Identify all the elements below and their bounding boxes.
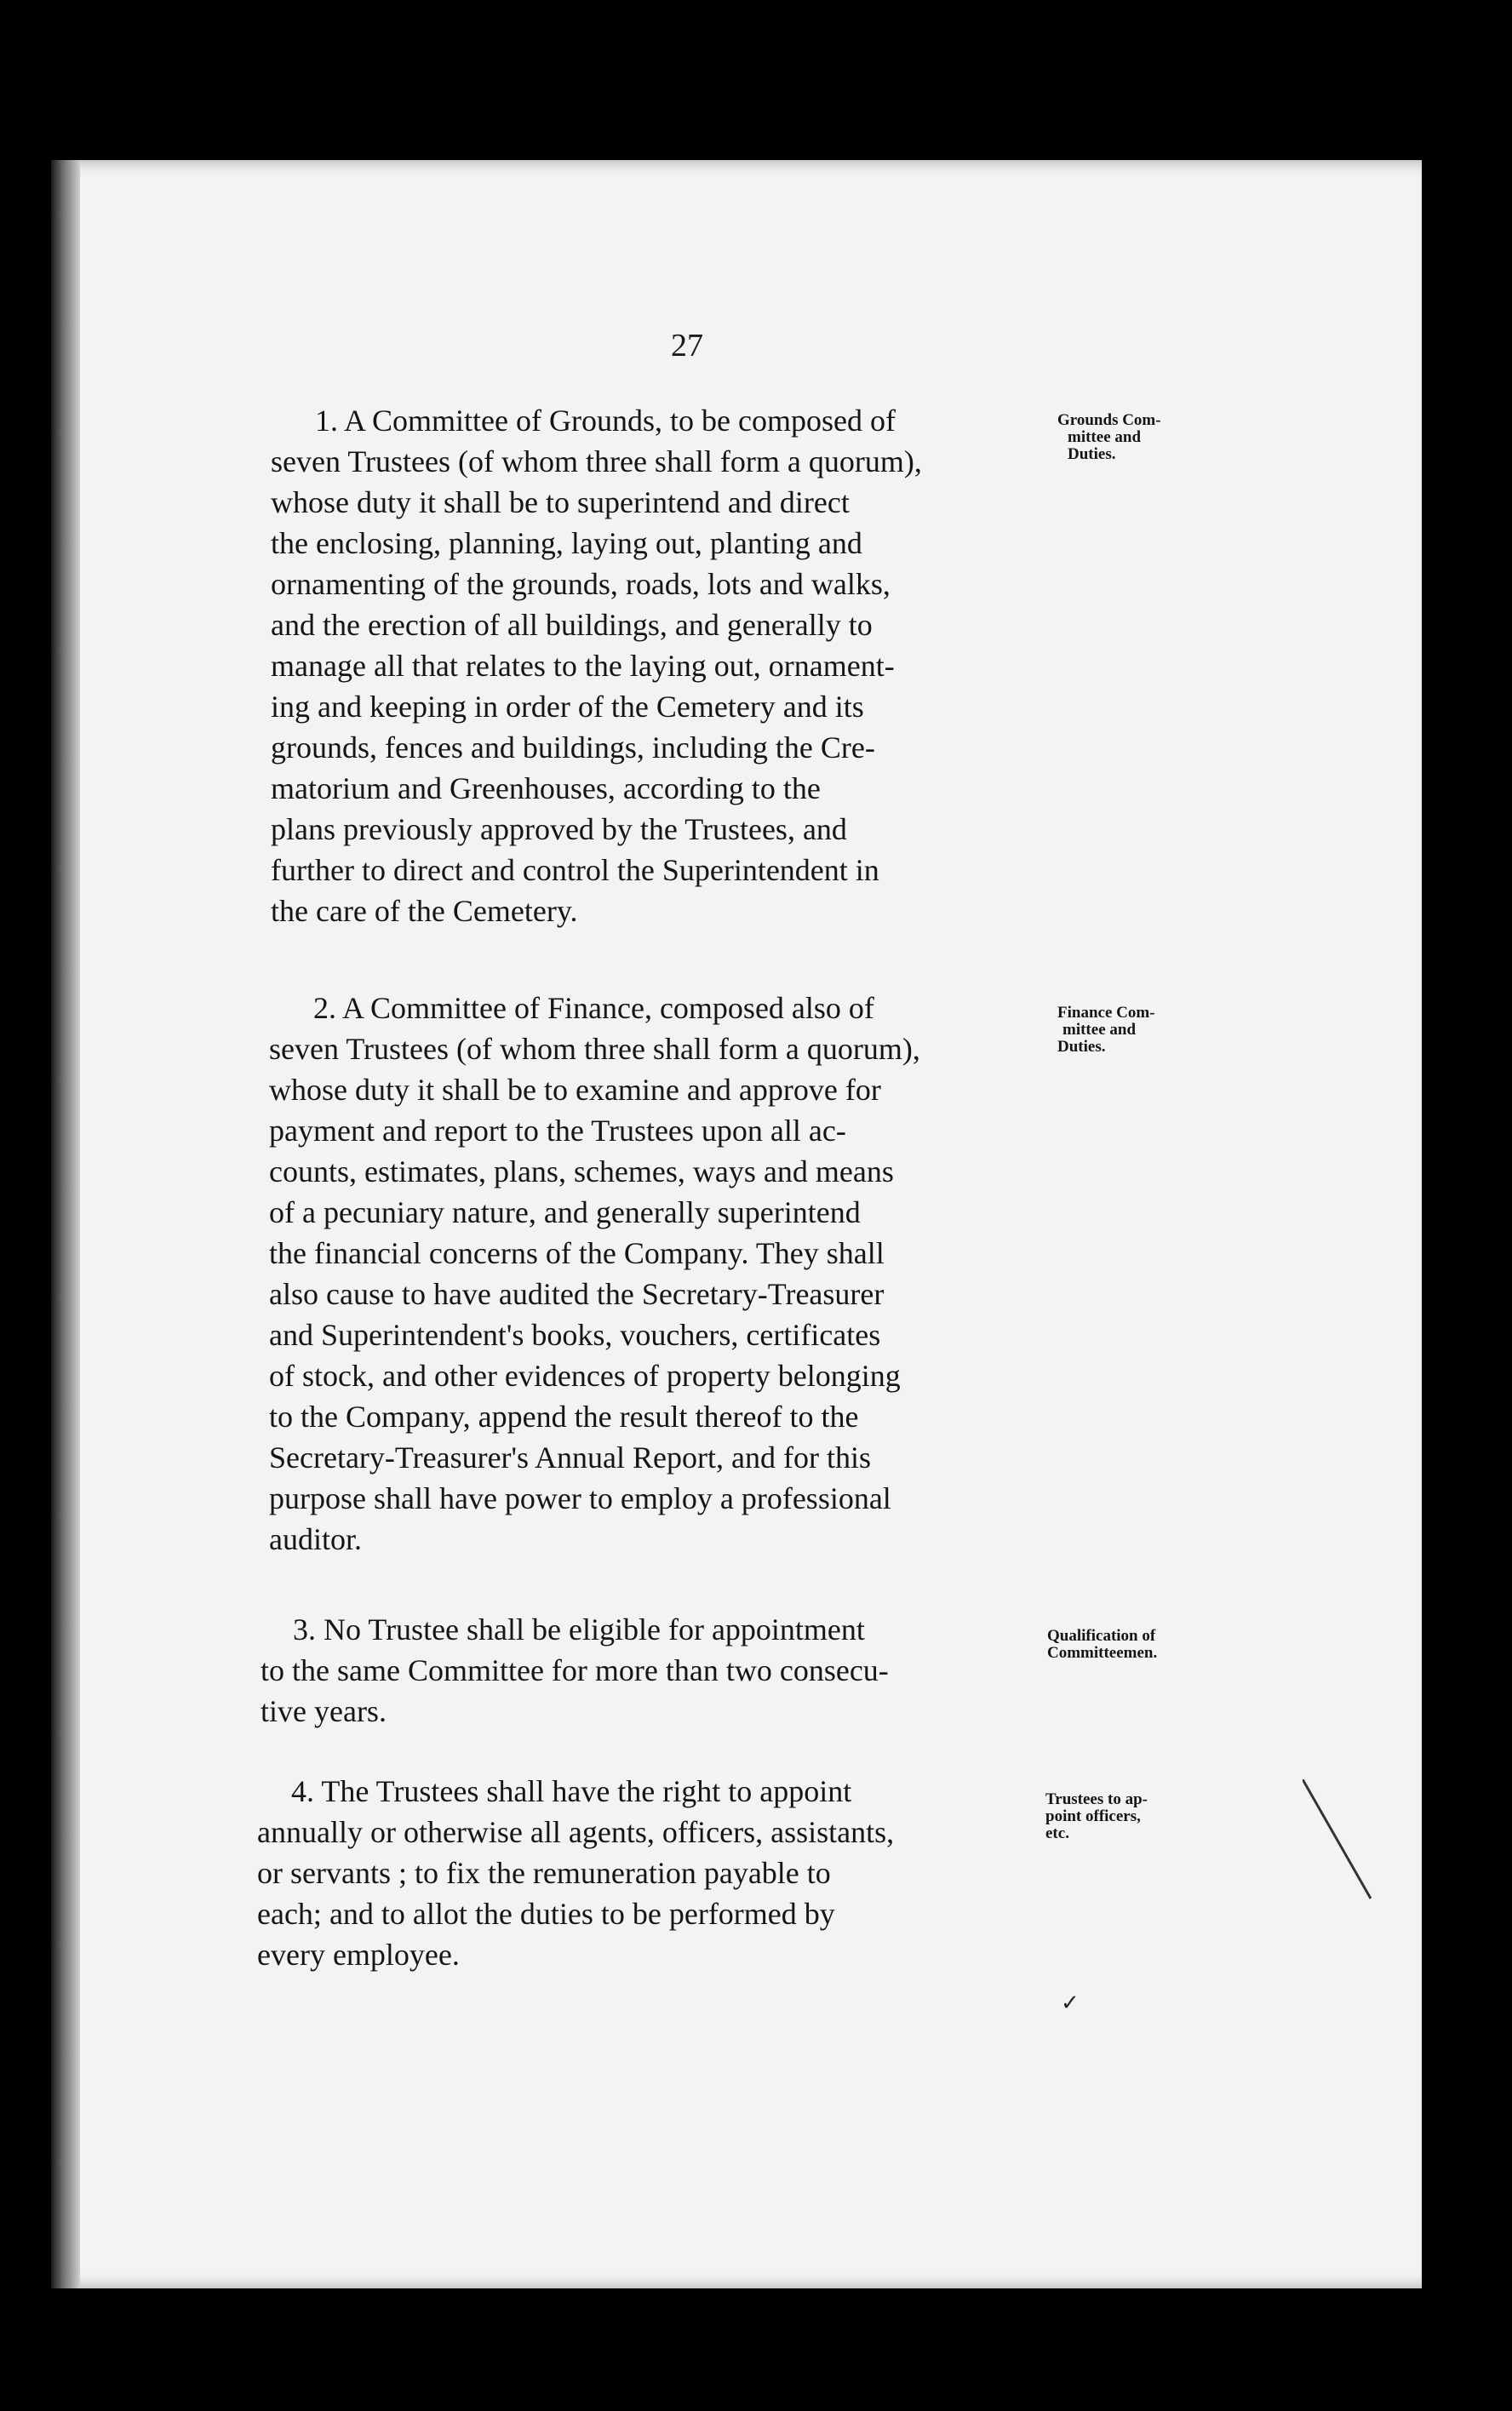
paragraph-line: 4. The Trustees shall have the right to appoint [291,1774,852,1808]
book-spine-shadow [51,160,80,2288]
paragraph-line: auditor. [269,1522,362,1556]
side-note-line: mittee and [1068,428,1142,446]
side-note-line: etc. [1045,1824,1069,1842]
paragraph-line: 2. A Committee of Finance, composed also of [313,991,874,1025]
side-note-4 [1045,1791,1148,1842]
paragraph-line: plans previously approved by the Trustees, and [271,812,847,846]
side-note-line: Duties. [1068,445,1116,463]
side-note-line: Qualification of [1047,1627,1156,1645]
paragraph-line: to the same Committee for more than two consecu- [261,1653,889,1687]
paragraph-line: matorium and Greenhouses, according to the [271,771,821,805]
paragraph-line: purpose shall have power to employ a professional [269,1481,891,1515]
paragraph-line: the care of the Cemetery. [271,894,578,928]
page-number: 27 [671,328,703,364]
paragraph-line: payment and report to the Trustees upon all ac- [269,1114,846,1148]
paragraph-line: further to direct and control the Superintendent in [271,853,879,887]
side-note-line: Grounds Com- [1057,411,1161,429]
paragraph-line: ing and keeping in order of the Cemetery and its [271,690,864,724]
side-note-line: mittee and [1062,1021,1137,1039]
paragraph-line: each; and to allot the duties to be performed by [257,1897,835,1931]
paragraph-line: counts, estimates, plans, schemes, ways and means [269,1154,894,1188]
paragraph-line: the enclosing, planning, laying out, planting and [271,526,862,560]
side-note-line: Trustees to ap- [1045,1790,1148,1808]
paragraph-line: Secretary-Treasurer's Annual Report, and for this [269,1440,871,1475]
paragraph-line: and Superintendent's books, vouchers, certificates [269,1318,881,1352]
paragraph-line: ornamenting of the grounds, roads, lots and walks, [271,567,891,601]
side-note-3 [1047,1628,1157,1662]
scan-edge-line [1303,1779,1379,1907]
paragraph-line: seven Trustees (of whom three shall form a quorum), [269,1032,920,1066]
paragraph-line: of a pecuniary nature, and generally superintend [269,1195,861,1229]
paragraph-line: seven Trustees (of whom three shall form a quorum), [271,444,922,478]
paragraph-line: whose duty it shall be to superintend and direct [271,485,850,519]
side-note-2 [1057,1005,1155,1056]
pencil-tick-mark: ✓ [1061,1990,1080,2015]
paragraph-line: whose duty it shall be to examine and approve for [269,1073,881,1107]
paragraph-line: of stock, and other evidences of property belonging [269,1359,901,1393]
paragraph-line: 1. A Committee of Grounds, to be composed of [315,404,896,438]
paragraph-line: and the erection of all buildings, and generally to [271,608,873,642]
paragraph-line: to the Company, append the result thereof to the [269,1400,859,1434]
paragraph-line: the financial concerns of the Company. They shall [269,1236,885,1270]
paragraph-line: manage all that relates to the laying out, ornament- [271,649,895,683]
side-note-line: Duties. [1057,1038,1106,1056]
paragraph-line: or servants ; to fix the remuneration payable to [257,1856,831,1890]
side-note-line: Committeemen. [1047,1644,1158,1662]
side-note-line: Finance Com- [1057,1004,1155,1022]
paragraph-line: annually or otherwise all agents, officers, assistants, [257,1815,895,1849]
side-note-1 [1057,412,1161,463]
paragraph-line: tive years. [261,1694,387,1728]
paragraph-line: 3. No Trustee shall be eligible for appointment [293,1612,865,1646]
side-note-line: point officers, [1045,1807,1141,1825]
paragraph-line: also cause to have audited the Secretary-Treasurer [269,1277,885,1311]
paragraph-line: grounds, fences and buildings, including the Cre- [271,730,875,765]
paragraph-line: every employee. [257,1938,460,1972]
